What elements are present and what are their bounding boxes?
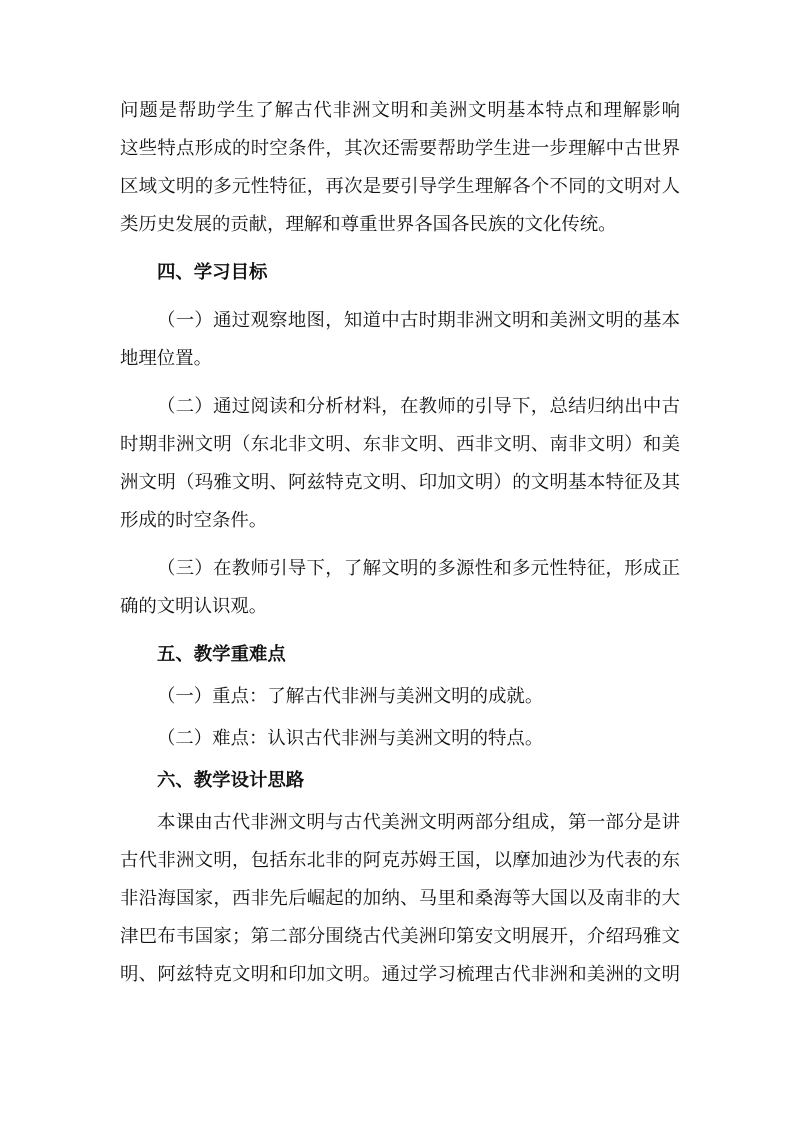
text-line: 非沿海国家，西非先后崛起的加纳、马里和桑海等大国以及南非的大	[120, 888, 680, 909]
learning-goal-2	[120, 388, 680, 540]
section-heading-key-points: 五、教学重难点	[157, 644, 286, 665]
text-line: 确的文明认识观。	[120, 596, 268, 617]
text-line: 古代非洲文明，包括东北非的阿克苏姆王国，以摩加迪沙为代表的东	[120, 850, 680, 871]
text-line: （二）通过阅读和分析材料，在教师的引导下，总结归纳出中古	[157, 396, 680, 417]
text-line: 形成的时空条件。	[120, 510, 268, 531]
text-line: （一）通过观察地图，知道中古时期非洲文明和美洲文明的基本	[157, 310, 680, 331]
text-line: 问题是帮助学生了解古代非洲文明和美洲文明基本特点和理解影响	[120, 100, 680, 121]
text-line: 类历史发展的贡献，理解和尊重世界各国各民族的文化传统。	[120, 214, 617, 235]
text-line: 这些特点形成的时空条件，其次还需要帮助学生进一步理解中古世界	[120, 138, 680, 159]
learning-goal-1	[120, 302, 680, 378]
text-line: 洲文明（玛雅文明、阿兹特克文明、印加文明）的文明基本特征及其	[120, 472, 680, 493]
text-line: 区域文明的多元性特征，再次是要引导学生理解各个不同的文明对人	[120, 176, 680, 197]
text-line: 本课由古代非洲文明与古代美洲文明两部分组成，第一部分是讲	[157, 812, 680, 833]
text-line: 地理位置。	[120, 348, 212, 369]
text-line: （三）在教师引导下，了解文明的多源性和多元性特征，形成正	[157, 558, 680, 579]
document-body	[120, 92, 680, 994]
section-heading-design-ideas: 六、教学设计思路	[157, 770, 305, 791]
difficult-point-item: （二）难点：认识古代非洲与美洲文明的特点。	[157, 728, 544, 749]
learning-goal-3	[120, 550, 680, 626]
text-line: 时期非洲文明（东北非文明、东非文明、西非文明、南非文明）和美	[120, 434, 680, 455]
text-line: 津巴布韦国家；第二部分围绕古代美洲印第安文明展开，介绍玛雅文	[120, 926, 680, 947]
text-line: 明、阿兹特克文明和印加文明。通过学习梳理古代非洲和美洲的文明	[120, 964, 680, 985]
paragraph-continued	[120, 92, 680, 244]
key-point-item: （一）重点：了解古代非洲与美洲文明的成就。	[157, 686, 544, 707]
design-ideas-paragraph	[120, 804, 680, 994]
section-heading-learning-goals: 四、学习目标	[157, 262, 268, 283]
